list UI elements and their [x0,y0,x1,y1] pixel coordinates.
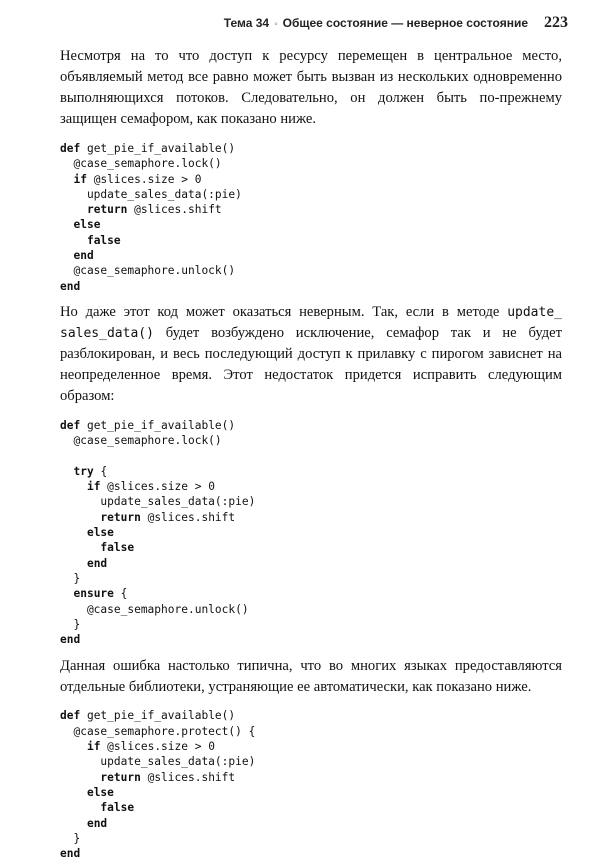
code-keyword: end [86,556,108,570]
code-keyword: false [86,233,121,247]
code-line [60,816,562,831]
code-line [60,202,562,217]
paragraph-3: Данная ошибка настолько типична, что во многих языках предоставляются отдельные библиотеки, устраняющие ее автоматически, как показано ниже. [60,658,562,696]
code-keyword: else [73,218,101,232]
paragraph-2-code-ref: update_ sales_data() [60,304,562,341]
code-line [60,708,562,723]
code-line [60,632,562,647]
code-line [60,800,562,815]
code-line [60,217,562,232]
code-keyword: try [73,464,94,478]
page-number: 223 [544,14,568,31]
code-line [60,172,562,187]
code-line [60,724,562,739]
paragraph-1: Несмотря на то что доступ к ресурсу перемещен в центральное место, объявляемый метод все равно может быть вызван из нескольких одновременно выполняющихся потоков. Следовательно, он должен быть по-прежнему защищен семафором, как показано ниже. [60,48,562,127]
code-keyword: return [100,770,141,784]
code-text [60,249,73,262]
code-text: update_sales_data(:pie) [60,187,242,201]
code-line [60,187,562,202]
code-line [60,233,562,248]
code-text: update_sales_data(:pie) [60,495,256,509]
code-line [60,770,562,785]
code-keyword: end [60,633,81,647]
code-text [60,541,100,554]
code-line [60,418,562,433]
code-text: @slices.shift [140,770,236,784]
paragraph-2-part-1: Но даже этот код может оказаться неверным. Так, если в методе [60,303,508,320]
code-text [60,526,87,539]
code-keyword: def [60,142,81,155]
chapter-label: Тема 34 [223,16,270,30]
code-text [60,786,87,799]
code-line [60,525,562,540]
code-keyword: def [60,418,81,432]
code-text: @case_semaphore.unlock() [60,264,236,278]
code-line [60,494,562,509]
code-block-1 [60,141,562,294]
code-keyword: false [100,541,135,555]
code-text: @case_semaphore.protect() { [60,724,256,738]
code-keyword: end [86,816,108,830]
code-text [60,587,73,600]
code-text [60,465,73,478]
code-text: @case_semaphore.lock() [60,157,222,171]
code-text [60,740,87,753]
code-text: } [60,617,81,631]
code-line [60,464,562,479]
code-text: update_sales_data(:pie) [60,755,256,769]
running-header [224,14,568,32]
code-text: @slices.size > 0 [86,172,202,186]
code-line [60,754,562,769]
code-keyword: if [73,172,87,186]
code-line [60,156,562,171]
code-text [60,234,87,247]
code-line [60,556,562,571]
code-text [60,557,87,570]
code-keyword: else [86,526,114,540]
code-line [60,571,562,586]
code-line [60,831,562,846]
code-line [60,602,562,617]
code-keyword: end [60,847,81,861]
paragraph-2-part-2: будет возбуждено исключение, семафор так и не будет разблокирован, и весь последующий доступ к прилавку с пирогом зависнет на неопределенное время. Этот недостаток придется исправить следующим образом: [60,324,562,404]
code-text [60,511,100,524]
code-keyword: end [73,249,94,263]
page-content [60,40,562,861]
code-text: } [60,831,81,845]
code-text: get_pie_if_available() [80,418,236,432]
code-text [60,203,87,216]
code-line [60,846,562,861]
code-line [60,785,562,800]
code-text [60,218,73,231]
header-separator: ◦ [274,19,278,30]
code-text [60,173,73,186]
code-line [60,479,562,494]
chapter-title: Общее состояние — неверное состояние [282,16,528,30]
code-keyword: return [86,203,128,217]
code-text [60,771,100,784]
code-text: @slices.size > 0 [100,480,215,494]
code-line [60,279,562,294]
code-line [60,449,562,464]
code-text: @case_semaphore.lock() [60,434,222,448]
code-text: } [60,571,81,585]
code-text [60,801,100,814]
code-text: @slices.size > 0 [100,740,215,754]
code-line [60,540,562,555]
code-line [60,263,562,278]
code-line [60,586,562,601]
code-line [60,433,562,448]
code-line [60,248,562,263]
code-line [60,510,562,525]
paragraph-2 [60,302,562,407]
code-text [60,480,87,493]
code-text: { [113,587,128,601]
code-keyword: if [86,480,101,494]
code-text: @slices.shift [127,203,222,217]
code-text: { [93,464,108,478]
code-text: @slices.shift [140,510,236,524]
code-text: get_pie_if_available() [80,709,236,723]
code-text: get_pie_if_available() [80,142,236,155]
code-line [60,617,562,632]
code-keyword: else [86,785,114,799]
code-keyword: false [100,801,135,815]
code-line [60,739,562,754]
code-keyword: if [86,740,101,754]
code-line [60,141,562,156]
code-keyword: ensure [73,587,114,601]
code-text [60,817,87,830]
code-text: @case_semaphore.unlock() [60,602,249,616]
code-keyword: end [60,279,81,293]
code-block-3 [60,708,562,861]
code-keyword: return [100,510,141,524]
code-keyword: def [60,709,81,723]
code-block-2 [60,418,562,647]
